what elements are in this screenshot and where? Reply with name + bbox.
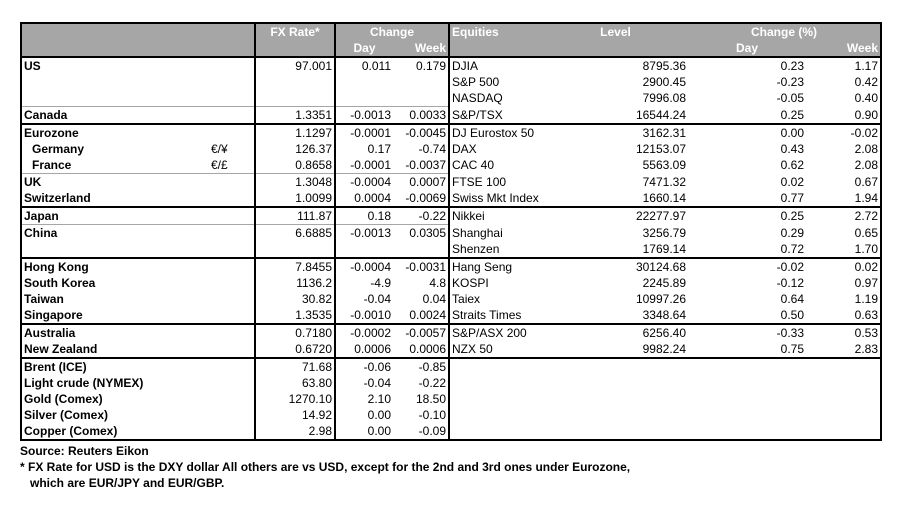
equity-week-change-cell <box>806 391 881 407</box>
header-level: Level <box>543 23 688 40</box>
fx-day-change-cell: 2.10 <box>335 391 393 407</box>
table-row <box>21 275 881 291</box>
table-row <box>21 190 881 207</box>
equity-week-change-cell: -0.02 <box>806 124 881 141</box>
fx-rate-cell: 0.6720 <box>295 342 332 356</box>
index-level-cell: 3162.31 <box>543 124 688 141</box>
fx-rate-cell: 7.8455 <box>255 258 335 275</box>
currency-pair-cell <box>209 258 255 275</box>
header-fx-day: Day <box>335 40 393 57</box>
fx-day-change-cell: -4.9 <box>335 275 393 291</box>
table-row <box>21 124 881 141</box>
fx-day-change-cell: -0.0013 <box>335 107 393 125</box>
equity-week-change-cell: 0.02 <box>806 258 881 275</box>
fx-rate-cell: 0.8658 <box>295 158 332 172</box>
index-level-cell: 3348.64 <box>642 308 687 322</box>
header-change-pct: Change (%) <box>688 23 881 40</box>
fx-week-change-cell: 0.0007 <box>393 174 449 191</box>
fx-week-change-cell <box>393 74 449 90</box>
index-name-cell: DJ Eurostox 50 <box>449 124 543 141</box>
region-cell: Canada <box>21 107 209 125</box>
fx-day-change-cell: 0.011 <box>335 57 393 74</box>
table-row <box>21 307 881 324</box>
fx-day-change-cell: -0.0001 <box>335 157 393 174</box>
equity-day-change-cell: 0.29 <box>780 225 805 240</box>
index-name-cell: DAX <box>449 141 543 157</box>
fx-week-change-cell: -0.22 <box>418 376 447 390</box>
fx-rate-cell: 71.68 <box>255 358 335 375</box>
region-cell <box>21 90 209 107</box>
equity-week-change-cell: 0.40 <box>806 90 881 107</box>
table-row <box>21 241 881 258</box>
table-row <box>21 423 881 440</box>
fx-week-change-cell: -0.74 <box>418 142 447 156</box>
currency-pair-cell <box>209 124 255 141</box>
equity-week-change-cell <box>806 423 881 440</box>
index-name-cell: KOSPI <box>449 275 543 291</box>
fx-week-change-cell: -0.0031 <box>393 258 449 275</box>
index-level-cell: 1769.14 <box>642 242 687 256</box>
index-name-cell: S&P/ASX 200 <box>449 324 543 341</box>
fx-rate-cell <box>255 241 335 258</box>
equity-week-change-cell: 1.19 <box>806 291 881 307</box>
currency-pair-cell <box>209 225 255 242</box>
fx-week-change-cell: 0.0033 <box>393 107 449 125</box>
index-name-cell: Swiss Mkt Index <box>449 190 543 207</box>
equity-day-change-cell: 0.25 <box>688 207 806 225</box>
header-fx-rate: FX Rate* <box>255 23 335 40</box>
region-cell: Gold (Comex) <box>21 391 209 407</box>
equity-day-change-cell: -0.05 <box>776 91 805 106</box>
footer-source: Source: Reuters Eikon <box>20 444 149 458</box>
fx-day-change-cell: 0.0004 <box>335 190 393 207</box>
fx-week-change-cell: -0.0045 <box>393 124 449 141</box>
fx-week-change-cell: 4.8 <box>429 276 447 290</box>
table-row <box>21 341 881 358</box>
equity-week-change-cell: 0.90 <box>806 107 881 125</box>
region-cell: Taiwan <box>21 291 209 307</box>
fx-day-change-cell <box>335 241 393 258</box>
equity-week-change-cell: 2.08 <box>806 157 881 174</box>
table-row <box>21 375 881 391</box>
region-cell: Hong Kong <box>21 258 209 275</box>
fx-rate-cell: 1.3048 <box>255 174 335 191</box>
fx-day-change-cell: -0.0001 <box>335 124 393 141</box>
index-level-cell: 2900.45 <box>642 75 687 89</box>
region-cell: Germany <box>21 141 209 157</box>
fx-rate-cell: 1.3535 <box>295 308 332 322</box>
equity-week-change-cell: 2.83 <box>806 341 881 358</box>
equity-day-change-cell <box>688 358 806 375</box>
fx-week-change-cell: -0.0057 <box>393 324 449 341</box>
currency-pair-cell <box>209 358 255 375</box>
index-name-cell <box>449 391 543 407</box>
equity-day-change-cell: -0.12 <box>776 276 805 290</box>
fx-day-change-cell: -0.0002 <box>335 324 393 341</box>
currency-pair-cell <box>209 57 255 74</box>
index-level-cell: 6256.40 <box>543 324 688 341</box>
table-row <box>21 90 881 107</box>
fx-week-change-cell: 0.0305 <box>393 225 449 242</box>
fx-rate-cell: 1270.10 <box>288 392 332 406</box>
region-cell: US <box>21 57 209 74</box>
currency-pair-cell <box>209 241 255 258</box>
region-cell: Switzerland <box>21 190 209 207</box>
fx-day-change-cell <box>335 74 393 90</box>
equity-day-change-cell <box>688 407 806 423</box>
index-level-cell: 3256.79 <box>642 225 687 240</box>
index-name-cell: Taiex <box>449 291 543 307</box>
fx-day-change-cell <box>335 90 393 107</box>
currency-pair-cell <box>209 74 255 90</box>
equity-week-change-cell <box>806 375 881 391</box>
table-row <box>21 225 881 242</box>
table-row <box>21 174 881 191</box>
fx-week-change-cell: 0.04 <box>422 292 447 306</box>
index-level-cell: 2245.89 <box>642 276 687 290</box>
equity-day-change-cell: 0.43 <box>780 142 805 156</box>
fx-week-change-cell <box>393 90 449 107</box>
index-level-cell: 5563.09 <box>642 158 687 173</box>
fx-week-change-cell: 18.50 <box>415 392 447 406</box>
index-name-cell: Shenzen <box>449 241 543 258</box>
fx-day-change-cell: -0.0004 <box>335 174 393 191</box>
market-summary-table <box>20 22 882 441</box>
currency-pair-cell <box>209 391 255 407</box>
equity-week-change-cell: 0.63 <box>806 307 881 324</box>
region-cell: Eurozone <box>21 124 209 141</box>
equity-week-change-cell <box>806 407 881 423</box>
fx-week-change-cell: -0.0037 <box>405 158 447 172</box>
fx-rate-cell: 30.82 <box>301 292 332 306</box>
index-level-cell <box>543 423 688 440</box>
currency-pair-cell: €/¥ <box>209 141 255 157</box>
equity-week-change-cell: 0.53 <box>806 324 881 341</box>
equity-day-change-cell: 0.64 <box>780 292 805 306</box>
index-name-cell: S&P/TSX <box>449 107 543 125</box>
index-level-cell: 9982.24 <box>642 342 687 356</box>
table-footer <box>20 443 882 491</box>
equity-day-change-cell: -0.23 <box>776 75 805 89</box>
fx-rate-cell: 63.80 <box>301 376 332 390</box>
equity-day-change-cell: 0.25 <box>780 107 805 122</box>
index-level-cell: 10997.26 <box>635 292 687 306</box>
index-name-cell <box>449 423 543 440</box>
index-name-cell: FTSE 100 <box>449 174 543 191</box>
fx-rate-cell: 0.7180 <box>255 324 335 341</box>
fx-week-change-cell <box>393 241 449 258</box>
equity-day-change-cell: 0.75 <box>780 342 805 356</box>
index-name-cell <box>449 375 543 391</box>
equity-week-change-cell: 2.72 <box>806 207 881 225</box>
equity-week-change-cell: 2.08 <box>806 141 881 157</box>
currency-pair-cell <box>209 375 255 391</box>
currency-pair-cell <box>209 423 255 440</box>
fx-rate-cell: 6.6885 <box>255 225 335 242</box>
equity-day-change-cell <box>688 375 806 391</box>
region-cell <box>21 74 209 90</box>
equity-day-change-cell <box>688 423 806 440</box>
table-body <box>21 23 881 440</box>
table-row <box>21 407 881 423</box>
index-name-cell <box>449 407 543 423</box>
currency-pair-cell <box>209 324 255 341</box>
fx-rate-cell <box>255 74 335 90</box>
region-cell: Silver (Comex) <box>21 407 209 423</box>
index-level-cell: 30124.68 <box>543 258 688 275</box>
header-equities: Equities <box>449 23 543 40</box>
fx-day-change-cell: -0.04 <box>335 375 393 391</box>
region-cell: Singapore <box>21 307 209 324</box>
header-region <box>21 23 209 40</box>
table-row <box>21 391 881 407</box>
currency-pair-cell <box>209 107 255 125</box>
table-row <box>21 324 881 341</box>
index-name-cell: Nikkei <box>449 207 543 225</box>
fx-week-change-cell: -0.10 <box>418 408 447 422</box>
equity-day-change-cell: 0.50 <box>780 308 805 322</box>
fx-day-change-cell: 0.18 <box>335 207 393 225</box>
index-level-cell: 1660.14 <box>642 191 687 205</box>
footer-note-2: which are EUR/JPY and EUR/GBP. <box>30 476 225 490</box>
equity-day-change-cell: 0.23 <box>688 57 806 74</box>
equity-week-change-cell: 0.67 <box>806 174 881 191</box>
region-cell: Japan <box>21 207 209 225</box>
fx-week-change-cell: 0.0006 <box>409 342 447 356</box>
fx-rate-cell: 14.92 <box>301 408 332 422</box>
table-row <box>21 291 881 307</box>
index-name-cell: CAC 40 <box>449 157 543 174</box>
equity-week-change-cell <box>806 358 881 375</box>
equity-day-change-cell: 0.62 <box>780 158 805 173</box>
index-level-cell <box>543 375 688 391</box>
fx-week-change-cell: -0.09 <box>393 423 449 440</box>
fx-day-change-cell: -0.0004 <box>335 258 393 275</box>
fx-rate-cell: 1.0099 <box>295 191 332 205</box>
index-level-cell: 7996.08 <box>642 91 687 106</box>
table-row <box>21 107 881 125</box>
fx-rate-cell: 126.37 <box>295 142 332 156</box>
index-level-cell: 22277.97 <box>543 207 688 225</box>
header-eq-week: Week <box>806 40 881 57</box>
equity-day-change-cell: -0.33 <box>688 324 806 341</box>
region-cell: UK <box>21 174 209 191</box>
equity-week-change-cell: 1.94 <box>806 190 881 207</box>
index-level-cell: 7471.32 <box>642 174 687 189</box>
index-name-cell: Hang Seng <box>449 258 543 275</box>
fx-rate-cell: 111.87 <box>255 207 335 225</box>
footer-note-1: * FX Rate for USD is the DXY dollar All others are vs USD, except for the 2nd and 3rd ones under Eurozone, <box>20 460 631 474</box>
table-row <box>21 207 881 225</box>
table-row <box>21 358 881 375</box>
currency-pair-cell <box>209 275 255 291</box>
region-cell: South Korea <box>21 275 209 291</box>
region-cell: New Zealand <box>21 341 209 358</box>
equity-day-change-cell: 0.00 <box>688 124 806 141</box>
equity-week-change-cell: 1.70 <box>806 241 881 258</box>
header-eq-day: Day <box>688 40 806 57</box>
index-level-cell: 12153.07 <box>635 142 687 156</box>
equity-day-change-cell: -0.02 <box>688 258 806 275</box>
index-level-cell: 16544.24 <box>635 107 687 122</box>
equity-week-change-cell: 0.42 <box>806 74 881 90</box>
fx-day-change-cell: 0.0006 <box>335 341 393 358</box>
equity-week-change-cell: 1.17 <box>806 57 881 74</box>
header-change: Change <box>335 23 449 40</box>
fx-rate-cell: 1.1297 <box>255 124 335 141</box>
fx-day-change-cell: 0.00 <box>335 407 393 423</box>
index-name-cell: DJIA <box>449 57 543 74</box>
table-row <box>21 258 881 275</box>
currency-pair-cell <box>209 90 255 107</box>
table-row <box>21 157 881 174</box>
fx-day-change-cell: -0.0013 <box>335 225 393 242</box>
index-name-cell: Shanghai <box>449 225 543 242</box>
equity-week-change-cell: 0.97 <box>806 275 881 291</box>
header-fx-week: Week <box>393 40 449 57</box>
fx-rate-cell: 2.98 <box>255 423 335 440</box>
index-level-cell <box>543 407 688 423</box>
fx-day-change-cell: -0.04 <box>335 291 393 307</box>
equity-day-change-cell: 0.02 <box>780 174 805 189</box>
fx-week-change-cell: 0.179 <box>393 57 449 74</box>
fx-rate-cell: 1.3351 <box>255 107 335 125</box>
currency-pair-cell <box>209 174 255 191</box>
table-row <box>21 57 881 74</box>
region-cell: Australia <box>21 324 209 341</box>
region-cell: Light crude (NYMEX) <box>21 375 209 391</box>
region-cell: Brent (ICE) <box>21 358 209 375</box>
header-row-2 <box>21 40 881 57</box>
fx-rate-cell: 1136.2 <box>296 276 332 290</box>
index-name-cell: NZX 50 <box>449 341 543 358</box>
region-cell: China <box>21 225 209 242</box>
currency-pair-cell <box>209 207 255 225</box>
header-row-1 <box>21 23 881 40</box>
fx-rate-cell <box>255 90 335 107</box>
region-cell: Copper (Comex) <box>21 423 209 440</box>
equity-day-change-cell: 0.77 <box>780 191 805 205</box>
fx-week-change-cell: 0.0024 <box>409 308 447 322</box>
equity-week-change-cell: 0.65 <box>806 225 881 242</box>
index-name-cell: NASDAQ <box>449 90 543 107</box>
fx-rate-cell: 97.001 <box>255 57 335 74</box>
currency-pair-cell <box>209 407 255 423</box>
equity-day-change-cell <box>688 391 806 407</box>
market-table-container <box>20 22 882 491</box>
fx-week-change-cell: -0.85 <box>393 358 449 375</box>
region-cell <box>21 241 209 258</box>
fx-week-change-cell: -0.0069 <box>405 191 447 205</box>
index-level-cell: 8795.36 <box>543 57 688 74</box>
currency-pair-cell <box>209 341 255 358</box>
fx-day-change-cell: -0.06 <box>335 358 393 375</box>
fx-day-change-cell: -0.0010 <box>335 307 393 324</box>
table-row <box>21 141 881 157</box>
region-cell: France <box>21 157 209 174</box>
currency-pair-cell <box>209 190 255 207</box>
currency-pair-cell <box>209 291 255 307</box>
index-level-cell <box>543 358 688 375</box>
index-name-cell <box>449 358 543 375</box>
fx-week-change-cell: -0.22 <box>393 207 449 225</box>
table-row <box>21 74 881 90</box>
currency-pair-cell <box>209 307 255 324</box>
fx-day-change-cell: 0.17 <box>335 141 393 157</box>
index-name-cell: Straits Times <box>449 307 543 324</box>
fx-day-change-cell: 0.00 <box>335 423 393 440</box>
equity-day-change-cell: 0.72 <box>780 242 805 256</box>
header-cur <box>209 23 255 40</box>
index-level-cell <box>543 391 688 407</box>
index-name-cell: S&P 500 <box>449 74 543 90</box>
currency-pair-cell: €/£ <box>209 157 255 174</box>
